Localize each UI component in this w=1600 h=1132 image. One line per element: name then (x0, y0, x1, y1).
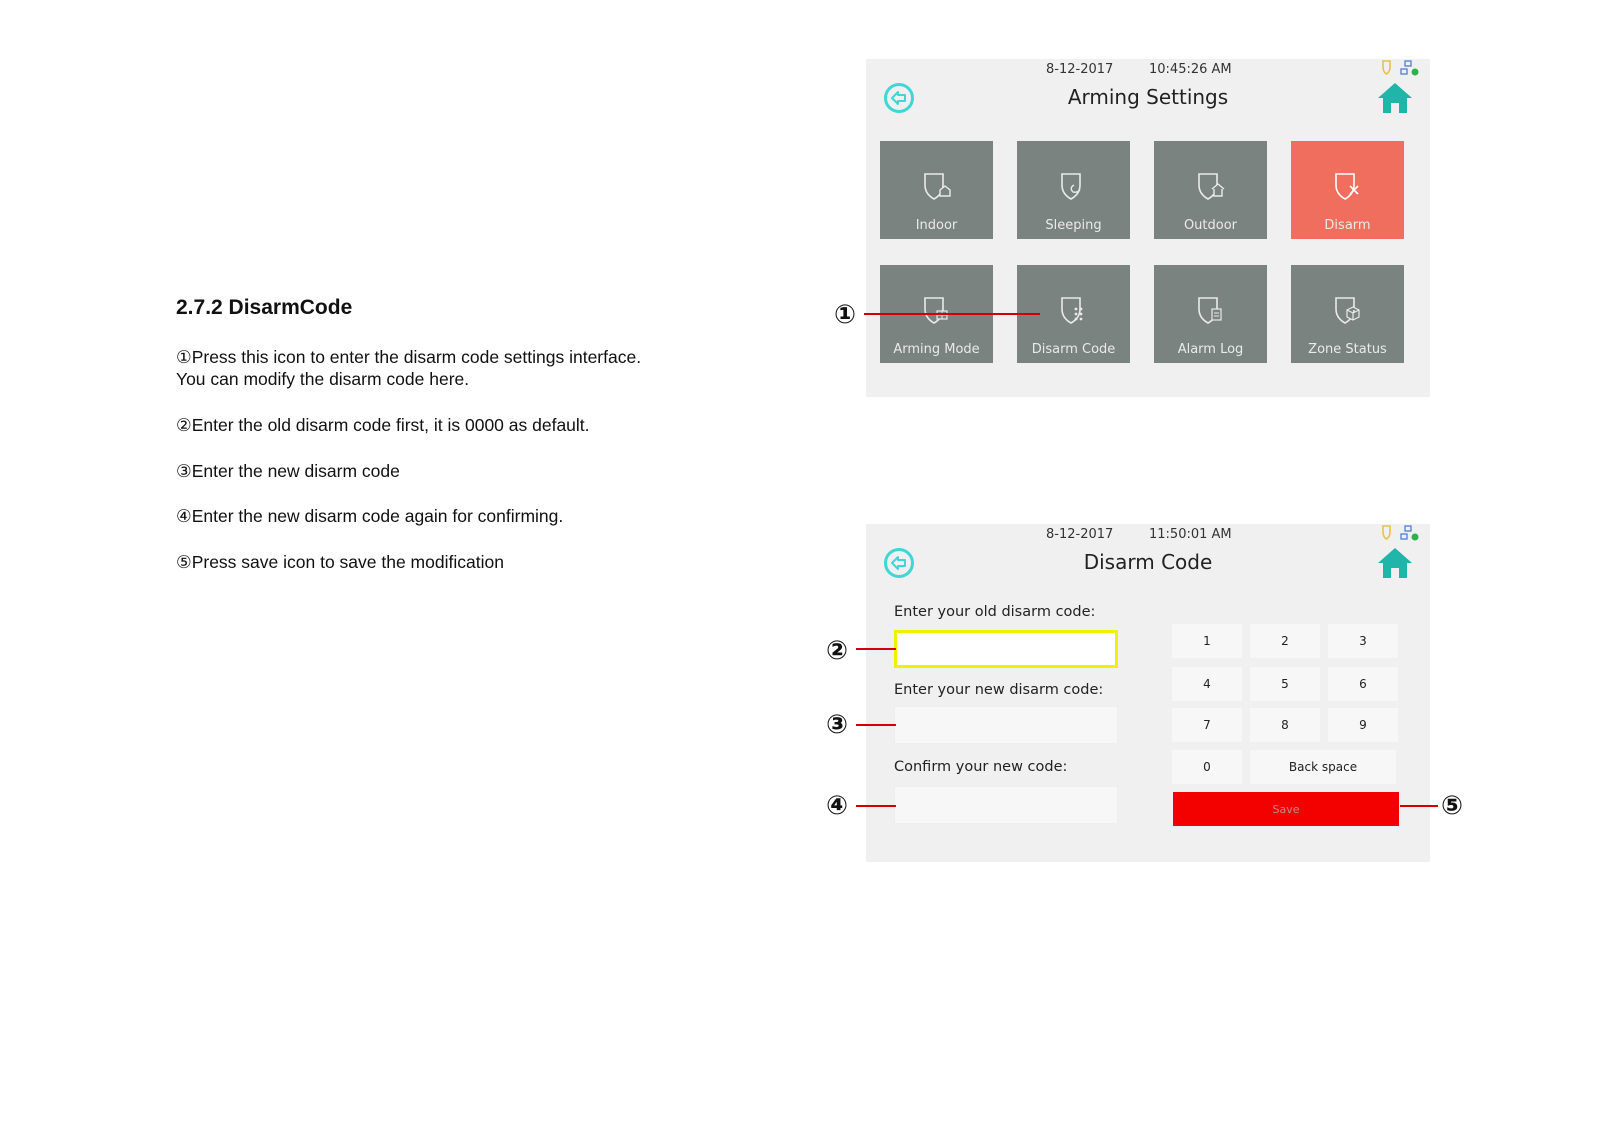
step-4-text: ④Enter the new disarm code again for confirming. (176, 506, 564, 526)
keypad-3[interactable]: 3 (1328, 624, 1398, 658)
status-icons (1380, 59, 1422, 77)
tile-disarm[interactable] (1291, 141, 1404, 239)
callout-4: ④ (826, 791, 849, 821)
screen-date: 8-12-2017 (1046, 62, 1114, 77)
keypad-6[interactable]: 6 (1328, 667, 1398, 701)
step-1-text-cont: You can modify the disarm code here. (176, 369, 470, 389)
step-5-text: ⑤Press save icon to save the modification (176, 552, 504, 572)
shield-status-icon (1383, 61, 1390, 74)
old-code-label: Enter your old disarm code: (894, 604, 1096, 620)
shield-cube-icon (1332, 295, 1362, 325)
keypad-7[interactable]: 7 (1172, 708, 1242, 742)
step-1-text: ①Press this icon to enter the disarm code settings interface. (176, 347, 642, 367)
tile-label: Zone Status (1308, 342, 1387, 357)
tile-sleeping[interactable] (1017, 141, 1130, 239)
shield-disarm-icon (1332, 171, 1362, 201)
network-status-icon (1401, 61, 1419, 76)
callout-5: ⑤ (1441, 791, 1464, 821)
callout-3-leader (856, 724, 896, 726)
screen-date: 8-12-2017 (1046, 527, 1114, 542)
tile-zone-status[interactable] (1291, 265, 1404, 363)
shield-status-icon (1383, 526, 1390, 539)
back-arrow-icon (889, 88, 909, 108)
back-button[interactable] (884, 548, 914, 578)
back-button[interactable] (884, 83, 914, 113)
step-3-text: ③Enter the new disarm code (176, 461, 400, 481)
shield-sleeping-icon (1058, 171, 1088, 201)
keypad-0[interactable]: 0 (1172, 750, 1242, 784)
tile-label: Outdoor (1183, 218, 1238, 233)
back-arrow-icon (889, 553, 909, 573)
network-status-icon (1401, 526, 1419, 541)
screen-title: Arming Settings (1067, 85, 1229, 109)
tile-label: Alarm Log (1177, 342, 1244, 357)
keypad-9[interactable]: 9 (1328, 708, 1398, 742)
shield-grid-icon (921, 295, 951, 325)
shield-keypad-icon (1058, 295, 1088, 325)
keypad-1[interactable]: 1 (1172, 624, 1242, 658)
confirm-code-label: Confirm your new code: (894, 759, 1068, 775)
keypad-8[interactable]: 8 (1250, 708, 1320, 742)
keypad-4[interactable]: 4 (1172, 667, 1242, 701)
callout-4-leader (856, 805, 896, 807)
screen-title: Disarm Code (1083, 550, 1213, 574)
shield-outdoor-icon (1195, 171, 1225, 201)
tile-label: Indoor (915, 218, 958, 233)
tile-label: Disarm (1324, 218, 1371, 233)
shield-indoor-icon (921, 171, 951, 201)
tile-outdoor[interactable] (1154, 141, 1267, 239)
status-icons (1380, 524, 1422, 542)
callout-1-leader (864, 313, 1040, 315)
confirm-code-input[interactable] (894, 786, 1118, 824)
home-icon[interactable] (1376, 546, 1414, 580)
callout-2-leader (856, 648, 896, 650)
backspace-button[interactable]: Back space (1250, 750, 1396, 784)
new-code-input[interactable] (894, 706, 1118, 744)
screen-time: 10:45:26 AM (1149, 62, 1232, 77)
shield-log-icon (1195, 295, 1225, 325)
screen-time: 11:50:01 AM (1149, 527, 1232, 542)
disarm-code-screen (866, 524, 1430, 862)
save-button[interactable]: Save (1173, 792, 1399, 826)
tile-label: Disarm Code (1031, 342, 1116, 357)
tile-alarm-log[interactable] (1154, 265, 1267, 363)
callout-1: ① (834, 300, 857, 330)
step-2-text: ②Enter the old disarm code first, it is 0000 as default. (176, 415, 590, 435)
tile-label: Sleeping (1045, 218, 1102, 233)
old-code-input[interactable] (894, 630, 1118, 668)
home-icon[interactable] (1376, 81, 1414, 115)
keypad-5[interactable]: 5 (1250, 667, 1320, 701)
tile-indoor[interactable] (880, 141, 993, 239)
arming-settings-screen (866, 59, 1430, 397)
section-title: 2.7.2 DisarmCode (176, 296, 353, 319)
callout-3: ③ (826, 710, 849, 740)
new-code-label: Enter your new disarm code: (894, 682, 1104, 698)
tile-label: Arming Mode (893, 342, 980, 357)
callout-2: ② (826, 636, 849, 666)
callout-5-leader (1400, 805, 1438, 807)
keypad-2[interactable]: 2 (1250, 624, 1320, 658)
